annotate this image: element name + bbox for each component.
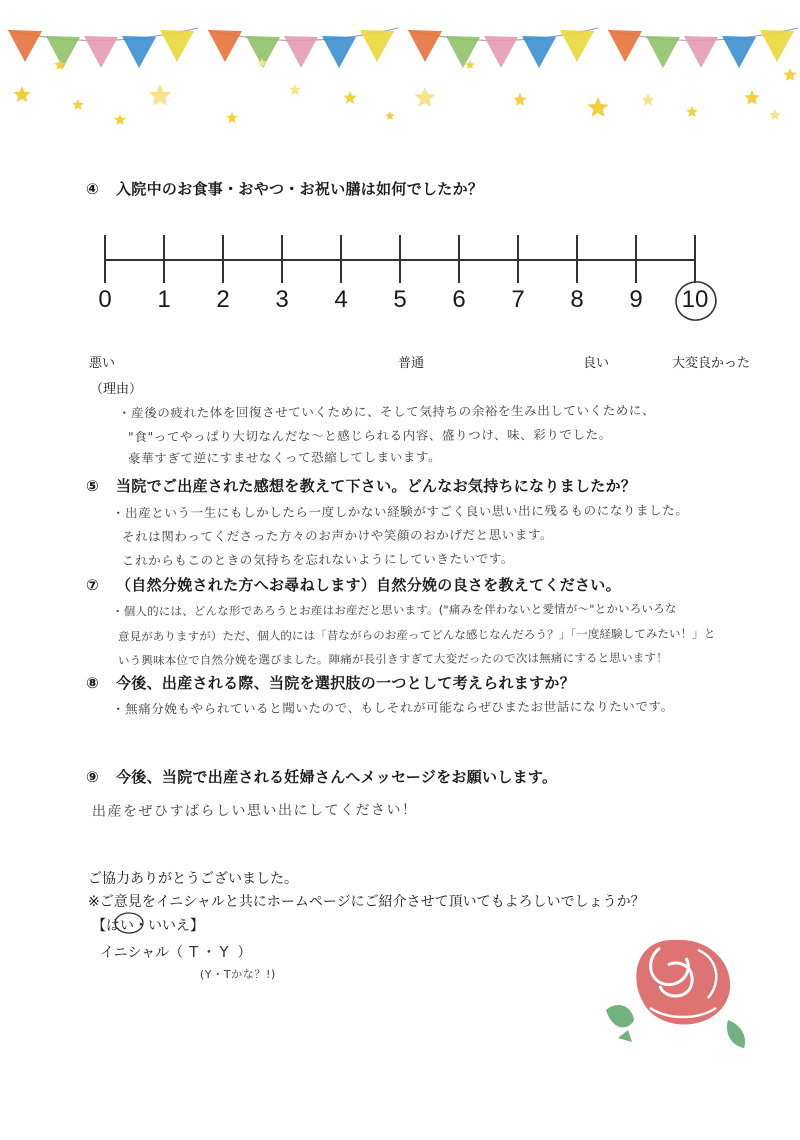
q4-answer-line: "食"ってやっぱり大切なんだな〜と感じられる内容、盛りつけ、味、彩りでした。 [127, 426, 612, 445]
bunting-flag [8, 30, 42, 62]
q7-answer-line: 意見がありますが）ただ、個人的には「昔ながらのお産ってどんな感じなんだろう？」「一度経験してみたい！」と [117, 626, 716, 644]
star-icon [72, 99, 83, 110]
bunting-flag [484, 36, 518, 68]
star-icon [149, 84, 172, 106]
bunting-flag [560, 30, 594, 62]
scale-number: 5 [393, 286, 407, 313]
star-icon [13, 86, 30, 102]
star-icon [588, 97, 609, 117]
star-icon [769, 109, 780, 120]
question-number: ⑦ [86, 576, 100, 594]
star-icon [744, 90, 759, 105]
question-9-heading [86, 766, 557, 787]
scale-number: 8 [570, 286, 584, 313]
bunting-flag [646, 36, 680, 68]
scale-label-bad: 悪い [89, 356, 116, 371]
initial-value: T・Y [189, 943, 232, 961]
initial-close: ） [237, 945, 252, 961]
q4-answer-line: 豪華すぎて逆にすませなくって恐縮してしまいます。 [127, 449, 442, 466]
bunting-flag [684, 36, 718, 68]
star-icon [686, 106, 697, 117]
bunting-flag [284, 36, 318, 68]
consent-options: 【はい・いいえ】 [92, 918, 204, 934]
question-8-heading [86, 672, 575, 693]
bunting-flag [446, 36, 480, 68]
bunting-flag [160, 30, 194, 62]
initial-note: (Y・Tかな？!) [199, 967, 276, 982]
bunting-banner [0, 0, 800, 150]
bunting-flag [360, 30, 394, 62]
question-text: 今後、出産される際、当院を選択肢の一つとして考えられますか？ [116, 674, 576, 692]
question-number: ⑨ [86, 768, 100, 786]
question-number: ⑧ [86, 674, 100, 692]
q4-answer-line: ・産後の疲れた体を回復させていくために、そして気持ちの余裕を生み出していくために、 [117, 402, 656, 421]
q5-answer-line: これからもこのときの気持ちを忘れないようにしていきたいです。 [121, 550, 515, 569]
star-icon [513, 93, 526, 106]
scale-number: 3 [275, 286, 289, 313]
q7-answer-line: ・個人的には、どんな形であろうとお産はお産だと思います。("痛みを伴わないと愛情が〜"とかいろいろな [111, 601, 677, 619]
bunting-flag [722, 36, 756, 68]
selected-rating-circle [672, 278, 722, 324]
star-icon [226, 112, 237, 123]
star-icon [385, 111, 395, 120]
scale-number: 6 [452, 286, 466, 313]
bunting-flag [84, 36, 118, 68]
question-text: （自然分娩された方へお尋ねします）自然分娩の良さを教えてください。 [116, 576, 621, 594]
bunting-flag [322, 36, 356, 68]
bunting-flag [760, 30, 794, 62]
question-number: ⑤ [86, 477, 100, 495]
star-icon [415, 87, 436, 107]
star-icon [783, 68, 796, 81]
scale-label-great: 大変良かった [672, 356, 751, 371]
bunting-flag [208, 30, 242, 62]
question-5-heading [86, 475, 636, 496]
q7-answer-line: いう興味本位で自然分娩を選びました。陣痛が長引きすぎて大変だったので次は無痛にすると思います！ [117, 650, 668, 668]
question-text: 入院中のお食事・おやつ・お祝い膳は如何でしたか？ [116, 180, 484, 198]
consent-note: ※ご意見をイニシャルと共にホームページにご紹介させて頂いてもよろしいでしょうか？ [88, 894, 645, 910]
star-icon [343, 91, 356, 104]
q8-answer-line: ・無痛分娩もやられていると聞いたので、もしそれが可能ならぜひまたお世話になりたいです。 [111, 698, 674, 717]
scale-label-good: 良い [583, 356, 610, 371]
scale-number: 10 [681, 286, 709, 313]
q5-answer-line: ・出産という一生にもしかしたら一度しかない経験がすごく良い思い出に残るものになりました。 [111, 502, 689, 521]
scale-number: 9 [629, 286, 643, 313]
rose-illustration [598, 920, 758, 1060]
star-icon [114, 114, 125, 125]
consent-yes-circle [112, 910, 146, 936]
bunting-flag [608, 30, 642, 62]
question-text: 今後、当院で出産される妊婦さんへメッセージをお願いします。 [116, 768, 558, 786]
question-text: 当院でご出産された感想を教えて下さい。どんなお気持ちになりましたか？ [116, 477, 637, 495]
bunting-flag [408, 30, 442, 62]
question-7-heading [86, 574, 621, 595]
star-icon [641, 93, 654, 106]
star-icon [289, 84, 300, 95]
scale-number: 7 [511, 286, 525, 313]
bunting-flag [522, 36, 556, 68]
scale-number: 1 [157, 286, 171, 313]
initial-label: イニシャル（ [100, 945, 184, 961]
thanks-text: ご協力ありがとうございました。 [88, 871, 298, 887]
scale-number: 4 [334, 286, 348, 313]
bunting-flag [122, 36, 156, 68]
q5-answer-line: それは関わってくださった方々のお声かけや笑顔のおかげだと思います。 [121, 526, 554, 545]
initial-row [100, 941, 252, 962]
scale-number: 2 [216, 286, 230, 313]
scale-label-normal: 普通 [398, 356, 425, 371]
question-number: ④ [86, 180, 100, 198]
question-4-heading [86, 178, 483, 199]
reason-label: （理由） [90, 382, 143, 397]
q9-answer: 出産をぜひすばらしい思い出にしてください！ [91, 802, 418, 820]
scale-number: 0 [98, 286, 112, 313]
